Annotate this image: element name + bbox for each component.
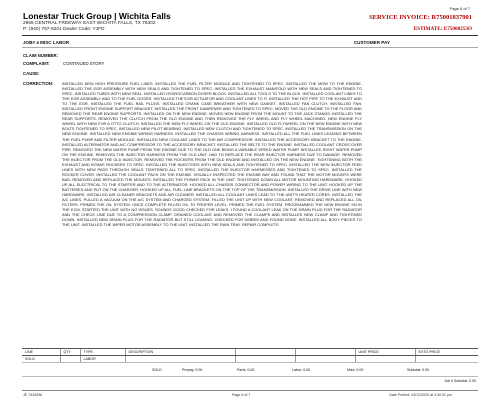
- job-title: JOB# 4 MISC LABOR: [23, 40, 70, 45]
- cell-line: SOLD: [22, 356, 60, 363]
- cause-field: [23, 71, 39, 76]
- footer-left: JE 7434096: [23, 393, 43, 397]
- totals-sold: SOLD: [152, 368, 162, 372]
- totals-parts: Parts: 0.00: [237, 368, 255, 372]
- cell-description: [125, 356, 235, 363]
- job-totals-row: [22, 368, 478, 376]
- cell-unit-price: [355, 356, 415, 363]
- line-items-table: [22, 348, 478, 363]
- col-description: DESCRIPTION: [125, 349, 235, 356]
- totals-labor: Labor: 0.00: [292, 368, 311, 372]
- claim-field: [23, 53, 58, 58]
- correction-label: CORRECTION:: [23, 81, 54, 86]
- complaint-field: [23, 61, 105, 66]
- table-row: [22, 356, 478, 363]
- footer-page-number: Page 6 of 7: [232, 393, 251, 397]
- complaint-label: COMPLAINT:: [23, 61, 50, 66]
- service-invoice-number: SERVICE INVOICE: R75001837901: [369, 14, 472, 21]
- table-header-row: [22, 349, 478, 356]
- cell-blank-1: [235, 356, 295, 363]
- correction-text: INSTALLED NEW HIGH PRESSURE FUEL LINES. INSTALLED THE FUEL FILTER MODULE AND TIGHTENED TO SPEC. INSTALLED THE MOW TO THE ENGINE. INSTALLED THE EGR ASSEMBLY WITH NEW SEALS AND TIGHTENED TO SPEC. INSTALLED THE EXHAUST MANIFOLD WITH NEW SEALS AND TIGHTENED TO SPEC. INSTALLED TUBES WITH NEW SEAL. INSTALLED HYDROCARBON DOSER BLOCK. INSTALLED ALL TOOLS TO THE BLOCK. INSTALLED COOLANT LINES TO THE EGR ASSEMBLY AND TO THE FUEL DOSER. INSTALLED THE EGR ACTUATOR AND COOLANT LINES TO IT. INSTALLED THE HOT PIPE TO THE EXHAUST AND TO THE EGR. INSTALLED THE FUEL RAIL PLUGS. INSTALLED CRANK CASE BREATHER WITH NEW GASKET. INSTALLED FAN CLUTCH. INSTALLED FAN. INSTALLED FRONT ENGINE SUPPORT BRACKET. INSTALLED THE FRONT DAMPENER AND TIGHTENED TO SPEC. MOVED THE OLD ENGINE TO THE FLOOR AND REMOVED THE REAR ENGINE SUPPORTS. INSTALLED ON THE NEW ENGINE. MOVED NEW ENGINE FROM THE MOUNT TO THE JACK STANDS. INSTALLED THE REAR SUPPORTS. REMOVED THE CLUTCH FROM THE OLD ENGINE AND THEN REMOVED THE FLY WHEEL AND FLY WHEEL MACHINED. NEW ENGINE FLY WHEEL WITH NEW FOR A OTTO CLUTCH. INSTALLED THE NEW FLY WHEEL ON THE OLD ENGINE. INSTALLED OLD FLYWHEEL ON THE NEW ENGINE WITH NEW BOLTS TIGHTENED TO SPEC. INSTALLED NEW PILOT BEARING. INSTALLED NEW CLUTCH AND TIGHTENED TO SPEC. INSTALLED THE TRANSMISSION ON THE NEW ENGINE. INSTALLED NEW ENGINE WIRING HARNESS. INSTALLED THE CHASSIS WIRING HARNESS. INSTALLED ALL THE FUEL LINES LEADING BETWEEN THE FUEL PUMP AND FILTER MODULE. INSTALLED NEW COOLANT LINES TO THE AIR COMPRESSOR. INSTALLED THE ACCESSORY BRACKET TO THE ENGINE. INSTALLED ALTERNATOR AND A/C COMPRESSOR TO THE ACCESSORY BRACKET. INSTALLED THE BELTS TO THE ENGINE. INSTALLED COOLANT CROSS OVER PIPE. REMOVED THE NEW WATER PUMP FROM THE ENGINE DUE TO THE OLD ONE BEING A VARIABLE SPEED WATER PUMP. INSTALLED RIGHT WATER PUMP ON THE ENGINE. REMOVED THE INJECTOR HARNESS FROM THE OLD UNIT. HAD TO REPLACE THE REAR INJECTOR HARNESS DUE TO DAMAGE. REMOVED THE INJECTOR FROM THE OLD INJECTOR. REMOVED THE ROCKERS FROM THE OLD ENGINE AND INSTALLED ON THE NEW ENGINE. TIGHTENING BOTH THE EXHAUST AND INTAKE ROCKERS TO SPEC. INSTALLED THE INJECTORS WITH NEW SEALS AND TIGHTENED TO SPEC. INSTALLED THE NEW INJECTOR FEED LINES WITH NEW PADS THROUGH SEALS TIGHTENED ALL TO SPEC. INSTALLED THE INJECTOR HARNESSES AND TIGHTENED TO SPEC. INSTALLED THE ROCKER COVER. INSTALLED THE COOLANT PACK ON THE ENGINE. VISUALLY INSPECTED THE ENGINE BAY AND FOUND THAT THE MOTOR MOUNTS WERE BAD. REMOVED AND REPLACED THE MOUNTS. INSTALLED THE POWER PACK IN THE UNIT. TIGHTENED DOWN ALL MOTOR MOUNTING HARDWARE. HOOKED UP ALL ELECTRICAL TO THE STARTER AND TO THE ALTERNATOR. HOOKED ALL CHASSIS CONNECTOR AND POWER WIRING TO THE UNIT. HOOKED UP THE BATTERIES AND PUT ON THE CHARGER. HOOKED UP ALL FUEL LINE BRACKETS ON THE TOP OF THE TRANSMISSION. INSTALLED THE DRIVE LINE WITH NEW HARDWARE. INSTALLED AIR CLEANER BRACKETS AND AIR CLEANER. INSTALLED ALL COOLANT LINES LEAD TO THE UNIT'S HEATER CORES. INSTALLED THE A/C LINES. PULLED A VACUUM ON THE A/C SYSTEM AND CHARGED SYSTEM. FILLED THE UNIT UP WITH NEW COOLANT. REMOVED AND REPLACED ALL OIL FILTERS. PRIMED THE OIL SYSTEM. ONCE COMPLETE FILLED OIL TO PROPER LEVEL. PRIMED THE FUEL SYSTEM. PROGRAMMED THE NEW ENGINE SN IN THE ECM. STARTED THE UNIT WITH NO ISSUES. SOUNDS GOOD CHECKED FOR LEAKS. I FOUND A COOLANT LEAK ON THE DRAIN PLUG FOR THE RADIATOR AND THE CHECK LINE DUE TO A COMPRESSION CLAMP. DRAINED COOLANT AND REMOVED THE CLAMPS AND INSTALLED NEW CLAMP AND TIGHTENED DOWN. INSTALLED NEW DRAIN PLUG FOR THE RADIATOR BUT STILL LEAKING. CHECKED FOR DEBRIS AND FOUND NONE. INSTALLED ALL BODY PIECES TO THE UNIT. INSTALLED THE WIPER MOTOR ASSEMBLY TO THE UNIT. INSTALLED THE RAIN TRAY. REPAIR COMPLETE.: [62, 81, 362, 228]
- col-line: LINE: [22, 349, 60, 356]
- totals-divider: [22, 376, 478, 377]
- footer-date-printed: Date Printed: 03/11/2020 at 3:30:32 pm: [389, 393, 452, 397]
- claim-label: CLAIM NUMBER:: [23, 53, 59, 58]
- footer-divider: [22, 390, 478, 391]
- pay-type: CUSTOMER PAY: [353, 40, 390, 45]
- col-blank-2: [295, 349, 355, 356]
- company-phone: P: (940) 767-9201 Dealer Code: YJFD: [23, 27, 105, 32]
- cell-qty: [60, 356, 80, 363]
- header-divider: [22, 35, 478, 36]
- col-unit-price: UNIT PRICE: [355, 349, 415, 356]
- job-divider: [22, 47, 478, 48]
- cell-type: LABOR: [80, 356, 125, 363]
- company-address: 2965 CENTRAL FREEWAY EAST WICHITA FALLS, TX 76302: [23, 21, 156, 26]
- cell-extd-price: [415, 356, 478, 363]
- col-qty: QTY: [60, 349, 80, 356]
- col-type: TYPE: [80, 349, 125, 356]
- page-number: Page 6 of 7: [449, 6, 470, 11]
- job-subtotal: Job # Subtotal: 0.00: [444, 379, 476, 383]
- cell-blank-2: [295, 356, 355, 363]
- company-name: Lonestar Truck Group | Wichita Falls: [23, 11, 171, 21]
- totals-subtotal: Subtotal: 0.00: [407, 368, 430, 372]
- complaint-value: CONTINUED STORY: [63, 61, 105, 66]
- estimate-number: ESTIMATE: E75000253O: [413, 26, 472, 32]
- totals-misc: Misc: 0.00: [347, 368, 364, 372]
- col-blank-1: [235, 349, 295, 356]
- col-extd-price: EXTD PRICE: [415, 349, 478, 356]
- cause-label: CAUSE:: [23, 71, 40, 76]
- totals-prepay: Prepay: 0.00: [182, 368, 203, 372]
